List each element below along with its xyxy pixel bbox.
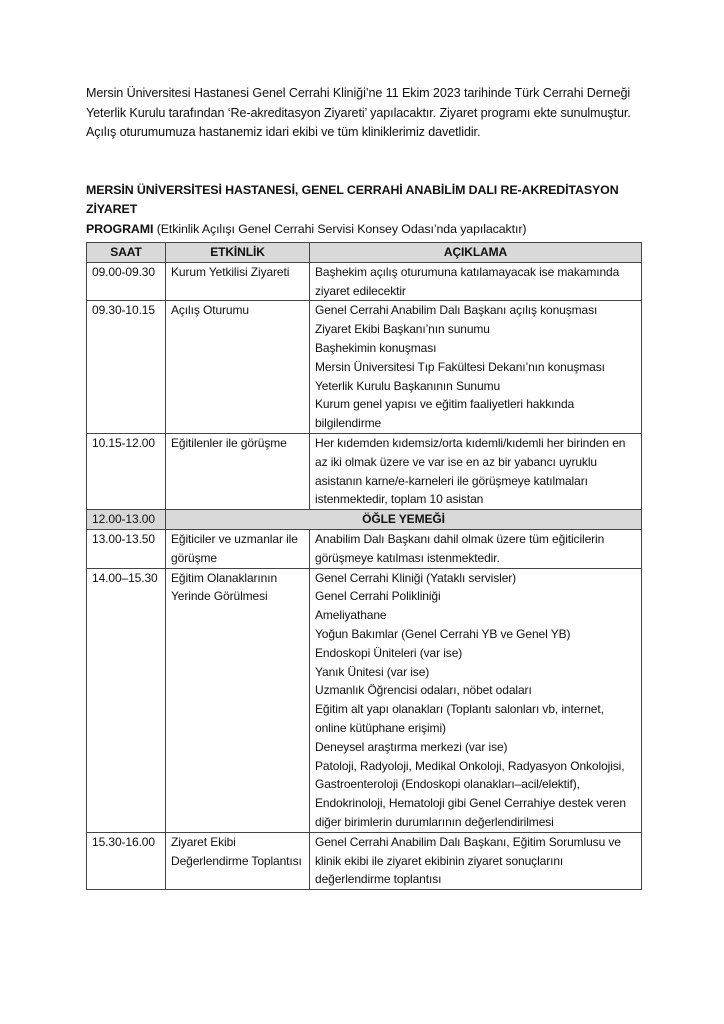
cell-description [310, 568, 642, 832]
cell-time: 10.15-12.00 [87, 433, 166, 509]
event-line: Eğitim Olanaklarının Yerinde Görülmesi [171, 570, 278, 604]
intro-line: Açılış oturumumuza hastanemiz idari ekibi ve tüm kliniklerimiz davetlidir. [86, 125, 481, 139]
event-line: Kurum Yetkilisi Ziyareti [171, 264, 290, 279]
description-line: Anabilim Dalı Başkanı dahil olmak üzere tüm eğiticilerin görüşmeye katılması istenmektedir. [315, 531, 605, 565]
table-header-row [87, 243, 642, 263]
program-title [86, 181, 646, 240]
cell-time: 14.00–15.30 [87, 568, 166, 832]
cell-event [166, 433, 310, 509]
table-row [87, 262, 642, 301]
description-line: Başhekimin konuşması [315, 340, 437, 355]
description-line: Yoğun Bakımlar (Genel Cerrahi YB ve Genel YB) [315, 626, 571, 641]
description-line: Endoskopi Üniteleri (var ise) [315, 645, 463, 660]
description-line: Patoloji, Radyoloji, Medikal Onkoloji, Radyasyon Onkolojisi, Gastroenteroloji (Endoskopi olanakları–acil/elektif), Endokrinoloji, Hematoloji gibi Genel Cerrahiye destek veren diğer birimlerin durumlarının değerlendirilmesi [315, 758, 626, 829]
description-line: Başhekim açılış oturumuna katılamayacak ise makamında ziyaret edilecektir [315, 264, 620, 298]
header-description: AÇIKLAMA [310, 243, 642, 263]
cell-event [166, 832, 310, 889]
lunch-row [87, 510, 642, 530]
cell-time: 09.30-10.15 [87, 301, 166, 434]
event-line: Açılış Oturumu [171, 303, 249, 318]
event-line: Ziyaret Ekibi Değerlendirme Toplantısı [171, 834, 302, 868]
description-line: Genel Cerrahi Kliniği (Yataklı servisler) [315, 570, 517, 585]
cell-time: 15.30-16.00 [87, 832, 166, 889]
cell-lunch: ÖĞLE YEMEĞİ [166, 510, 642, 530]
table-row [87, 433, 642, 509]
cell-event [166, 301, 310, 434]
table-row [87, 529, 642, 568]
cell-event [166, 568, 310, 832]
header-event: ETKİNLİK [166, 243, 310, 263]
description-line: Eğitim alt yapı olanakları (Toplantı salonları vb, internet, online kütüphane erişimi) [315, 702, 604, 735]
event-line: Eğitilenler ile görüşme [171, 435, 287, 450]
description-line: Kurum genel yapısı ve eğitim faaliyetleri hakkında bilgilendirme [315, 397, 575, 431]
description-line: Genel Cerrahi Polikliniği [315, 589, 441, 604]
intro-paragraph [86, 84, 646, 143]
description-line: Ziyaret Ekibi Başkanı’nın sunumu [315, 322, 490, 337]
cell-description [310, 301, 642, 434]
description-line: Her kıdemden kıdemsiz/orta kıdemli/kıdemli her birinden en az iki olmak üzere ve var ise en az bir yabancı uyruklu asistanın karne/e-karneleri ile görüşmeye katılmaları istenmektedir, toplam 10 asistan [315, 435, 626, 507]
table-row [87, 301, 642, 434]
description-line: Yanık Ünitesi (var ise) [315, 664, 430, 679]
cell-description [310, 262, 642, 301]
description-line: Deneysel araştırma merkezi (var ise) [315, 739, 508, 754]
cell-time: 09.00-09.30 [87, 262, 166, 301]
intro-line: Yeterlik Kurulu tarafından ‘Re-akreditasyon Ziyareti’ yapılacaktır. Ziyaret programı ekte sunulmuştur. [86, 105, 631, 120]
program-title-bold: MERSİN ÜNİVERSİTESİ HASTANESİ, GENEL CERRAHİ ANABİLİM DALI RE-AKREDİTASYON ZİYARET [86, 182, 619, 216]
header-time: SAAT [87, 243, 166, 263]
description-line: Uzmanlık Öğrencisi odaları, nöbet odaları [315, 683, 532, 698]
cell-description [310, 433, 642, 509]
schedule-table [86, 242, 642, 890]
description-line: Genel Cerrahi Anabilim Dalı Başkanı, Eğitim Sorumlusu ve klinik ekibi ile ziyaret ekibinin ziyaret sonuçlarını değerlendirme toplantısı [315, 834, 621, 887]
program-title-note: (Etkinlik Açılışı Genel Cerrahi Servisi Konsey Odası’nda yapılacaktır) [153, 221, 527, 236]
description-line: Mersin Üniversitesi Tıp Fakültesi Dekanı’nın konuşması [315, 359, 605, 374]
document-page [86, 84, 646, 890]
event-line: Eğiticiler ve uzmanlar ile görüşme [171, 531, 298, 565]
cell-time: 13.00-13.50 [87, 529, 166, 568]
cell-description [310, 529, 642, 568]
cell-event [166, 529, 310, 568]
description-line: Genel Cerrahi Anabilim Dalı Başkanı açılış konuşması [315, 303, 598, 318]
table-row [87, 832, 642, 889]
cell-time: 12.00-13.00 [87, 510, 166, 530]
intro-line: Mersin Üniversitesi Hastanesi Genel Cerrahi Kliniği’ne 11 Ekim 2023 tarihinde Türk Cerrahi Derneği [86, 86, 631, 100]
program-title-bold-2: PROGRAMI [86, 221, 154, 236]
table-row [87, 568, 642, 832]
cell-event [166, 262, 310, 301]
table-body [87, 262, 642, 889]
cell-description [310, 832, 642, 889]
description-line: Yeterlik Kurulu Başkanının Sunumu [315, 378, 501, 393]
description-line: Ameliyathane [315, 608, 387, 623]
